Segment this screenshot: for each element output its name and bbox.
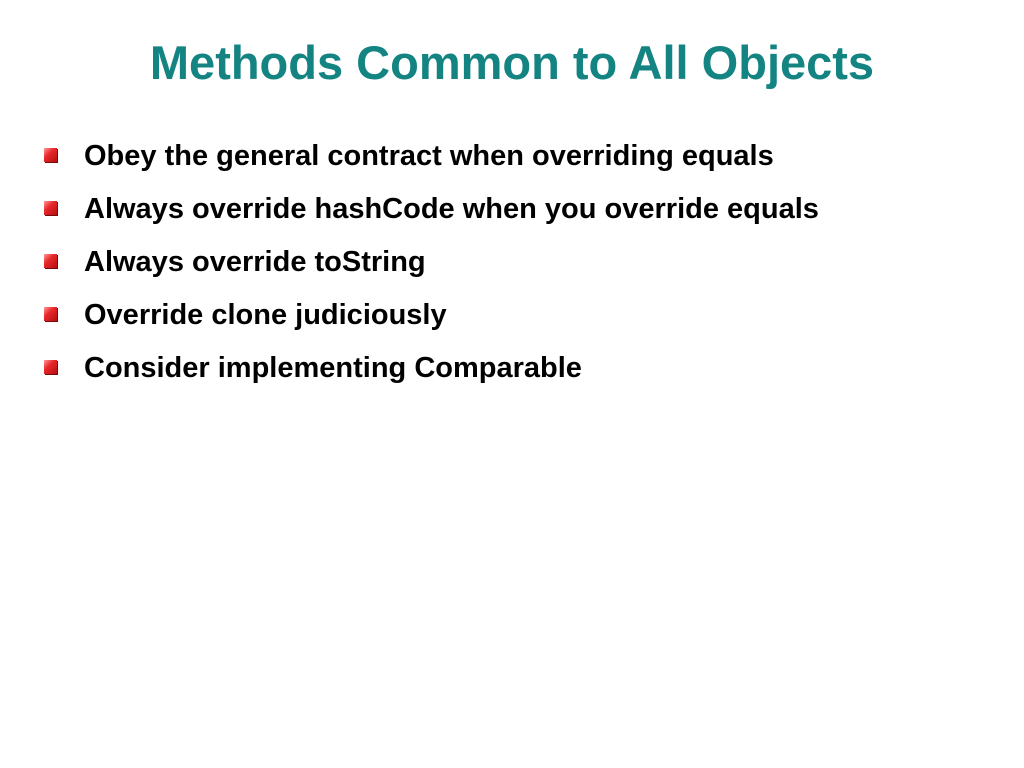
bullet-item	[44, 189, 1004, 242]
bullet-text: Consider implementing Comparable	[84, 352, 582, 384]
square-bullet-icon	[44, 201, 57, 215]
square-bullet-icon	[44, 148, 57, 162]
bullet-text: Always override hashCode when you override equals	[84, 193, 819, 225]
bullet-item	[44, 295, 1004, 348]
bullet-text: Override clone judiciously	[84, 299, 447, 331]
square-bullet-icon	[44, 254, 57, 268]
bullet-text: Obey the general contract when overriding equals	[84, 140, 774, 172]
slide-title: Methods Common to All Objects	[149, 36, 875, 89]
bullet-item	[44, 348, 1004, 401]
square-bullet-icon	[44, 307, 57, 321]
bullet-list	[44, 136, 1004, 401]
bullet-item	[44, 242, 1004, 295]
bullet-item	[44, 136, 1004, 189]
square-bullet-icon	[44, 360, 57, 374]
bullet-text: Always override toString	[84, 246, 426, 278]
